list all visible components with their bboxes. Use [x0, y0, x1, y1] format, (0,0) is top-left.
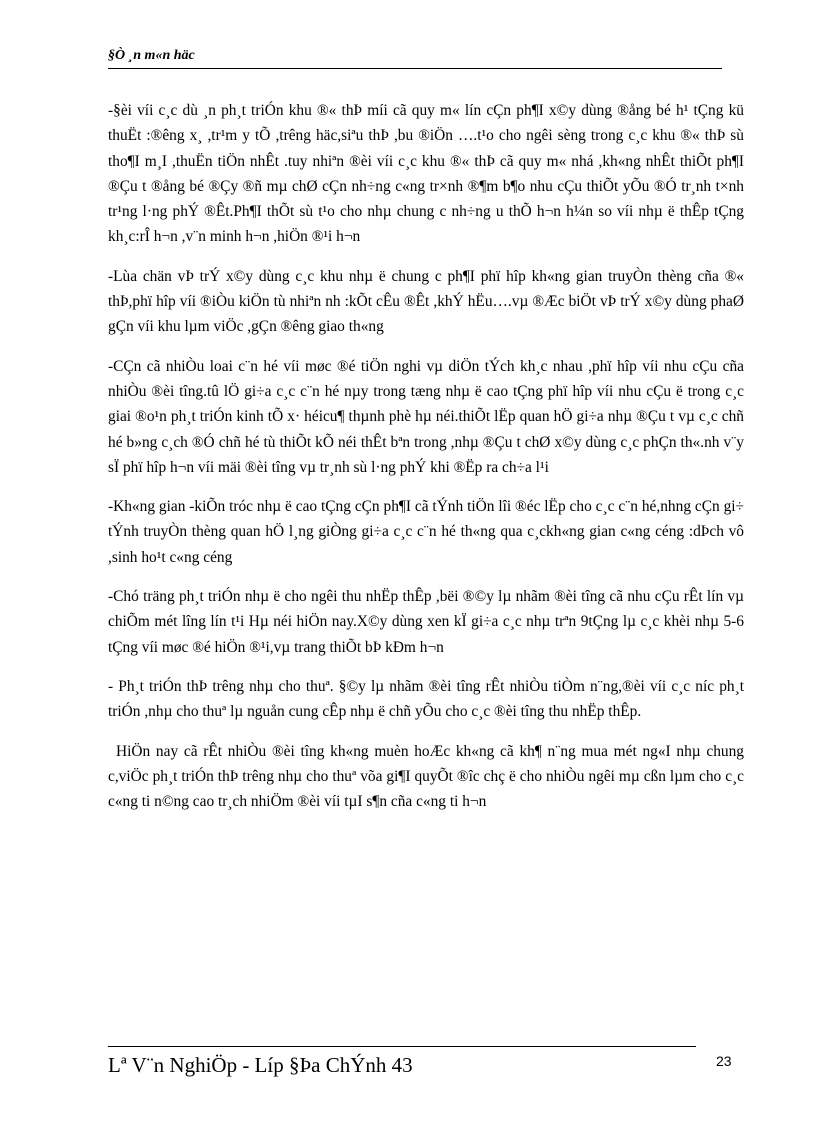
- document-body: [108, 98, 744, 828]
- paragraph-4: -Kh«ng gian -kiÕn tróc nhµ ë cao tÇng cÇn ph¶I cã tÝnh tiÖn lîi ®éc lËp cho c¸c c¨n hé,nhng cÇn gi÷ tÝnh truyÒn thèng quan hÖ l¸ng giÒng gi÷a c¸c c¨n hé th«ng qua c¸ckh«ng gian c«ng céng :dÞch vô ,sinh ho¹t c«ng céng: [108, 498, 744, 566]
- paragraph-3: -CÇn cã nhiÒu loai c¨n hé víi møc ®é tiÖn nghi vµ diÖn tÝch kh¸c nhau ,phï hîp víi nhu cÇu cña nhiÒu ®èi tîng.tû lÖ gi÷a c¸c c¨n hé nµy trong tæng nhµ ë cao tÇng phï hîp víi nhu cÇu ë trong c¸c giai ®o¹n ph¸t triÓn kinh tÕ x· héicu¶ thµnh phè hµ néi.thiÕt lËp quan hÖ gi÷a nhµ ®Çu t vµ c¸c chñ hé b»ng c¸ch ®Ó chñ hé tù thiÕt kÕ néi thÊt bªn trong ,nhµ ®Çu t chØ x©y dùng c¸c phÇn th«.nh v¨y sÏ phï hîp h¬n víi mäi ®èi tîng vµ tr¸nh sù l·ng phÝ khi ®Ëp ra ch÷a l¹i: [108, 357, 744, 476]
- paragraph-6: - Ph¸t triÓn thÞ trêng nhµ cho thuª. §©y lµ nhãm ®èi tîng rÊt nhiÒu tiÒm n¨ng,®èi víi c¸c níc ph¸t triÓn ,nhµ cho thuª lµ nguån cung cÊp nhµ ë chñ yÕu cho c¸c ®èi tîng thu nhËp thÊp.: [108, 677, 744, 721]
- footer-author: Lª V¨n NghiÖp - Líp §Þa ChÝnh 43: [108, 1053, 413, 1077]
- paragraph-5: -Chó träng ph¸t triÓn nhµ ë cho ngêi thu nhËp thÊp ,bëi ®©y lµ nhãm ®èi tîng cã nhu cÇu rÊt lín vµ chiÕm mét lîng lín t¹i Hµ néi hiÖn nay.X©y dùng xen kÏ gi÷a c¸c nhµ trªn 9tÇng lµ c¸c khèi nhµ 5-6 tÇng víi møc ®é hiÖn ®¹i,vµ trang thiÕt bÞ kÐm h¬n: [108, 588, 744, 656]
- header-title: §Ò ¸n m«n häc: [108, 48, 195, 63]
- paragraph-1: -§èi víi c¸c dù ¸n ph¸t triÓn khu ®« thÞ míi cã quy m« lín cÇn ph¶I x©y dùng ®ång bé h¹ tÇng kü thuËt :®êng x¸ ,tr¹m y tÕ ,trêng häc,siªu thÞ ,bu ®iÖn ….t¹o cho ngêi sèng trong c¸c khu ®« thÞ sù tho¶I m¸I ,thuËn tiÖn nhÊt .tuy nhiªn ®èi víi c¸c khu ®« thÞ cã quy m« nhá ,kh«ng nhÊt thiÕt ph¶I ®Çu t ®ång bé ®Çy ®ñ mµ chØ cÇn nh÷ng c«ng tr×nh ®¶m b¶o nhu cÇu thiÕt yÕu ®Ó tr¸nh t×nh tr¹ng l·ng phÝ ®Êt.Ph¶I thÕt sù t¹o cho nhµ chung c nh÷ng u thÕ h¬n h¼n so víi nhµ ë thÊp tÇng kh¸c:rÎ h¬n ,v¨n minh h¬n ,hiÖn ®¹i h¬n: [108, 102, 744, 246]
- footer-divider: [108, 1046, 696, 1047]
- page-number: 23: [716, 1053, 732, 1069]
- paragraph-7: HiÖn nay cã rÊt nhiÒu ®èi tîng kh«ng muèn hoÆc kh«ng cã kh¶ n¨ng mua mét ng«I nhµ chung c,viÖc ph¸t triÓn thÞ trêng nhµ cho thuª võa gi¶I quyÕt ®îc chç ë cho nhiÒu ngêi mµ cßn lµm cho c¸c c«ng ti n©ng cao tr¸ch nhiÖm ®èi víi tµI s¶n cña c«ng ti h¬n: [108, 742, 744, 811]
- paragraph-2: -Lùa chän vÞ trÝ x©y dùng c¸c khu nhµ ë chung c ph¶I phï hîp kh«ng gian truyÒn thèng cña ®« thÞ,phï hîp víi ®iÒu kiÖn tù nhiªn nh :kÕt cÊu ®Êt ,khÝ hËu….vµ ®Æc biÖt vÞ trÝ x©y dùng phaØ gÇn víi khu lµm viÖc ,gÇn ®êng giao th«ng: [108, 267, 744, 336]
- page-header: [108, 44, 722, 69]
